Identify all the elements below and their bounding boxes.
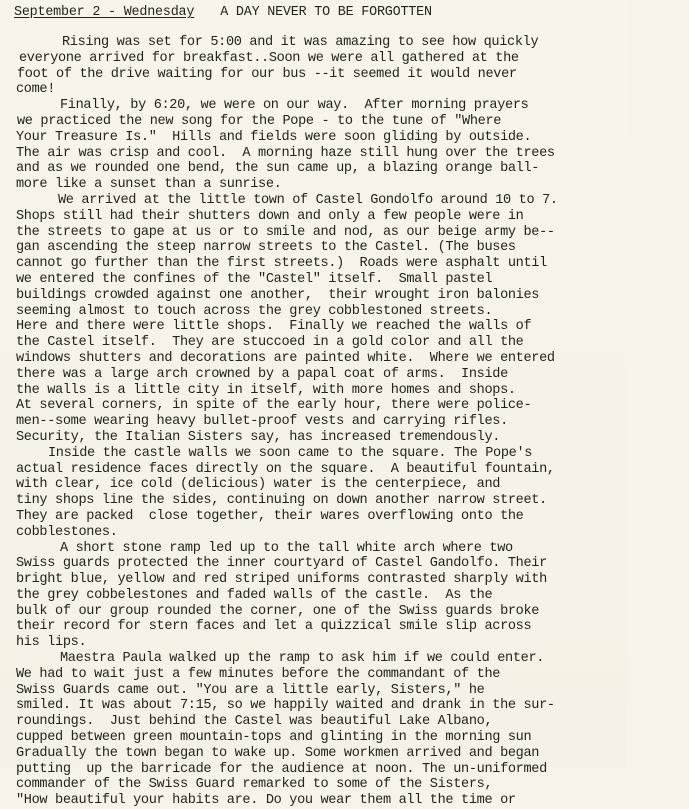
- text-line-13: the streets to gape at us or to smile and nod, as our beige army be--: [16, 224, 555, 240]
- text-line-20: the Castel itself. They are stuccoed in a gold color and all the: [16, 335, 524, 351]
- text-line-39: his lips.: [16, 635, 87, 651]
- text-line-40: Maestra Paula walked up the ramp to ask him if we could enter.: [60, 651, 545, 667]
- text-line-46: Gradually the town began to wake up. Some workmen arrived and began: [16, 745, 540, 761]
- text-line-10: more like a sunset than a sunrise.: [16, 177, 282, 193]
- text-line-38: their record for stern faces and let a quizzical smile slip across: [16, 619, 532, 635]
- text-line-36: the grey cobbelestones and faded walls of the castle. As the: [16, 587, 493, 603]
- text-line-2: everyone arrived for breakfast..Soon we were all gathered at the: [19, 50, 519, 66]
- text-line-28: actual residence faces directly on the square. A beautiful fountain,: [16, 461, 555, 477]
- text-line-32: cobblestones.: [16, 524, 118, 540]
- text-line-4: come!: [16, 82, 56, 98]
- text-line-15: cannot go further than the first streets.) Roads were asphalt until: [16, 256, 547, 272]
- text-line-24: At several corners, in spite of the early hour, there were police-: [16, 398, 532, 414]
- text-line-35: bright blue, yellow and red striped uniforms contrasted sharply with: [16, 572, 547, 588]
- text-line-45: cupped between green mountain-tops and glinting in the morning sun: [16, 730, 532, 746]
- text-line-5: Finally, by 6:20, we were on our way. After morning prayers: [60, 98, 529, 114]
- text-line-8: The air was crisp and cool. A morning haze still hung over the trees: [16, 145, 555, 161]
- text-line-23: the walls is a little city in itself, with more homes and shops.: [16, 382, 516, 398]
- text-line-1: Rising was set for 5:00 and it was amazing to see how quickly: [62, 35, 539, 50]
- text-line-34: Swiss guards protected the inner courtyard of Castel Gandolfo. Their: [16, 556, 547, 572]
- text-line-49: "How beautiful your habits are. Do you wear them all the time or: [16, 793, 516, 809]
- text-line-21: windows shutters and decorations are painted white. Where we entered: [16, 350, 555, 366]
- text-line-37: bulk of our group rounded the corner, one of the Swiss guards broke: [16, 603, 540, 619]
- text-line-3: foot of the drive waiting for our bus --it seemed it would never: [17, 66, 517, 82]
- text-line-16: we entered the confines of the "Castel" itself. Small pastel: [16, 271, 493, 287]
- text-line-47: putting up the barricade for the audience at noon. The un-uniformed: [16, 761, 547, 777]
- document-header: [14, 5, 432, 21]
- text-line-48: commander of the Swiss Guard remarked to some of the Sisters,: [16, 777, 493, 793]
- text-line-27: Inside the castle walls we soon came to the square. The Pope's: [48, 445, 533, 461]
- text-line-14: gan ascending the steep narrow streets to the Castel. (The buses: [16, 240, 516, 256]
- text-line-12: Shops still had their shutters down and only a few people were in: [16, 208, 524, 224]
- text-line-17: buildings crowded against one another, their wrought iron balonies: [16, 287, 540, 303]
- text-line-41: We had to wait just a few minutes before the commandant of the: [16, 666, 501, 682]
- text-line-31: They are packed close together, their wares overflowing onto the: [16, 508, 524, 524]
- text-line-44: roundings. Just behind the Castel was beautiful Lake Albano,: [16, 714, 493, 730]
- text-line-33: A short stone ramp led up to the tall white arch where two: [60, 540, 513, 556]
- text-line-25: men--some wearing heavy bullet-proof vests and carrying rifles.: [16, 414, 508, 430]
- text-line-26: Security, the Italian Sisters say, has increased tremendously.: [16, 429, 501, 445]
- document-body: [0, 35, 627, 809]
- text-line-9: and as we rounded one bend, the sun came up, a blazing orange ball-: [16, 161, 540, 177]
- entry-date: September 2 - Wednesday: [14, 5, 195, 20]
- entry-title: A DAY NEVER TO BE FORGOTTEN: [220, 5, 432, 20]
- text-line-30: tiny shops line the sides, continuing on down another narrow street.: [16, 493, 547, 509]
- text-line-7: Your Treasure Is." Hills and fields were soon gliding by outside.: [16, 129, 532, 145]
- text-line-42: Swiss Guards came out. "You are a little early, Sisters," he: [16, 682, 485, 698]
- text-line-22: there was a large arch crowned by a papal coat of arms. Inside: [16, 366, 508, 382]
- text-line-29: with clear, ice cold (delicious) water is the centerpiece, and: [16, 477, 501, 493]
- text-line-6: we practiced the new song for the Pope - to the tune of "Where: [17, 113, 502, 129]
- text-line-11: We arrived at the little town of Castel Gondolfo around 10 to 7.: [58, 192, 558, 208]
- text-line-19: Here and there were little shops. Finally we reached the walls of: [16, 319, 532, 335]
- text-line-18: seeming almost to touch across the grey cobblestoned streets.: [16, 303, 493, 319]
- text-line-43: smiled. It was about 7:15, so we happily waited and drank in the sur-: [16, 698, 555, 714]
